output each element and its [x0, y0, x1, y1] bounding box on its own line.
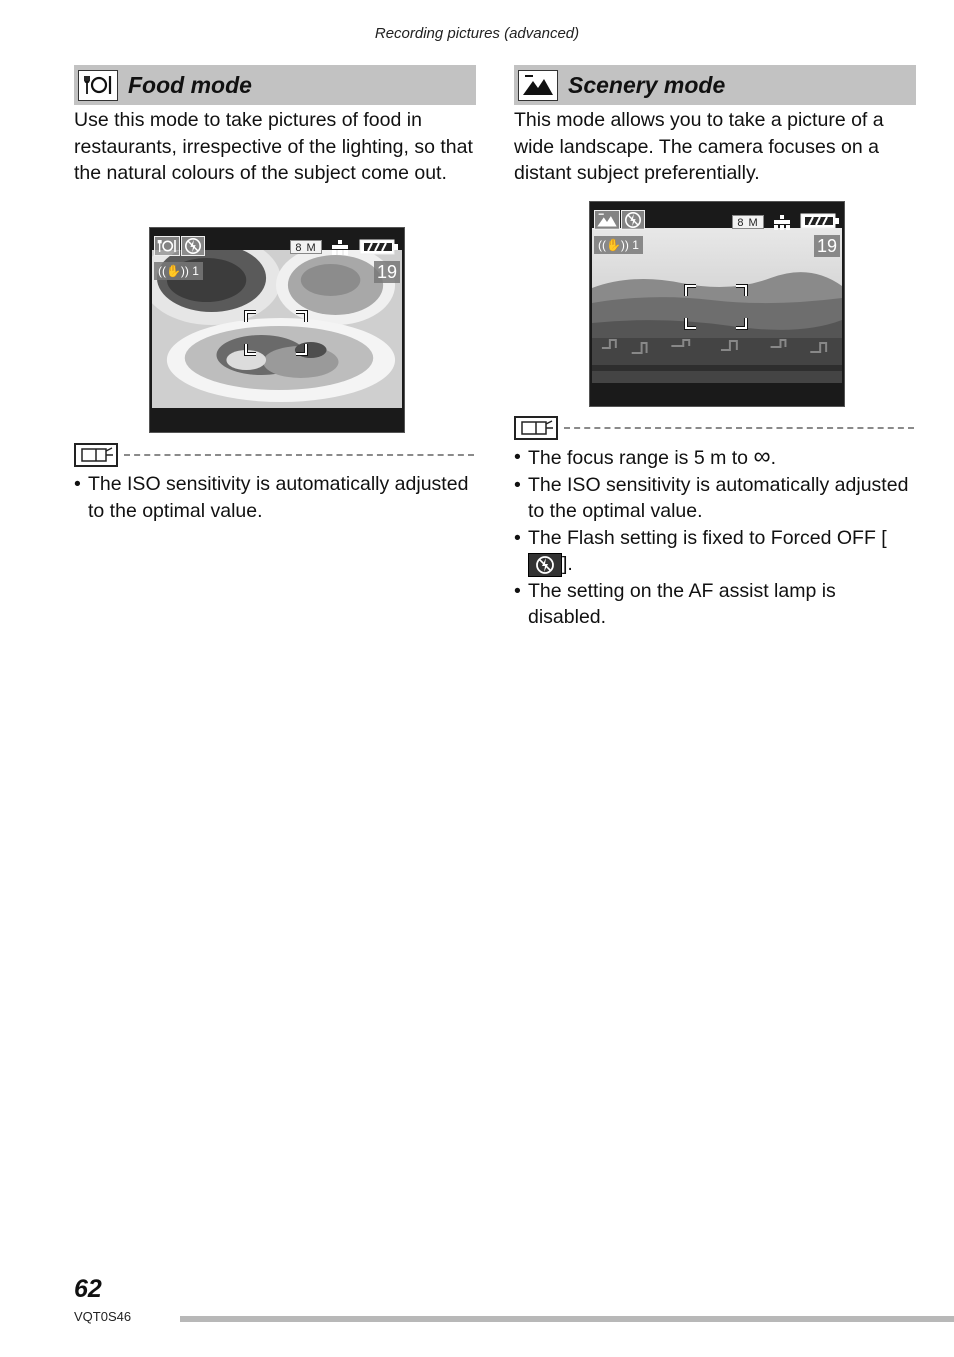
battery-icon	[359, 238, 399, 261]
scenery-note-focus	[514, 444, 916, 472]
focus-range-text: The focus range is 5 m to	[528, 447, 749, 469]
forced-off-flash-icon	[528, 553, 562, 577]
stabilizer-indicator: ((✋)) 1	[154, 262, 203, 280]
scenery-note-divider	[514, 416, 914, 440]
scenery-mode-header	[514, 65, 916, 105]
food-notes-list	[74, 471, 476, 524]
scenery-notes-list	[514, 444, 916, 631]
food-mode-osd-icon	[154, 236, 180, 256]
running-head: Recording pictures (advanced)	[374, 25, 580, 42]
footer-bar	[180, 1316, 954, 1322]
note-icon	[74, 443, 118, 467]
scenery-lcd-screen	[589, 201, 845, 407]
food-mode-header	[74, 65, 476, 105]
food-mode-description: Use this mode to take pictures of food in restaurants, irrespective of the lighting, so that the natural colours of the subject come out.	[74, 109, 473, 184]
scenery-note-af: • The setting on the AF assist lamp is disabled.	[514, 578, 916, 631]
fork-plate-icon	[78, 70, 118, 101]
food-lcd-screen	[149, 227, 405, 433]
af-area-frame	[244, 310, 308, 361]
mountain-icon	[518, 70, 558, 101]
scenery-mode-title: Scenery mode	[568, 71, 726, 98]
scenery-mode-osd-icon	[594, 210, 620, 230]
scenery-mode-description: This mode allows you to take a picture of a wide landscape. The camera focuses on a distant subject preferentially.	[514, 109, 884, 184]
remaining-shots: 19	[374, 261, 400, 283]
flash-off-icon	[621, 210, 645, 230]
scenery-mode-section	[514, 65, 916, 187]
picture-size-badge: 8 M	[732, 215, 764, 229]
flash-note-text: The Flash setting is fixed to Forced OFF [	[528, 526, 887, 549]
flash-note-end: ].	[562, 553, 573, 575]
document-code: VQT0S46	[74, 1309, 132, 1324]
food-mode-title: Food mode	[128, 71, 252, 98]
stabilizer-indicator: ((✋)) 1	[594, 236, 643, 254]
flash-off-icon	[181, 236, 205, 256]
af-area-frame	[684, 284, 748, 335]
scenery-note-iso: • The ISO sensitivity is automatically adjusted to the optimal value.	[514, 472, 916, 525]
picture-size-badge: 8 M	[290, 240, 322, 254]
remaining-shots: 19	[814, 235, 840, 257]
quality-icon	[772, 215, 792, 236]
focus-range-end: .	[770, 447, 776, 469]
page-number: 62	[74, 1275, 102, 1303]
note-icon	[514, 416, 558, 440]
food-note-iso: • The ISO sensitivity is automatically adjusted to the optimal value.	[74, 471, 476, 524]
infinity-symbol: ∞	[753, 443, 771, 470]
scenery-note-flash	[514, 525, 916, 578]
quality-icon	[330, 240, 350, 261]
food-note-divider	[74, 443, 474, 467]
battery-icon	[800, 212, 840, 235]
food-mode-section	[74, 65, 476, 187]
